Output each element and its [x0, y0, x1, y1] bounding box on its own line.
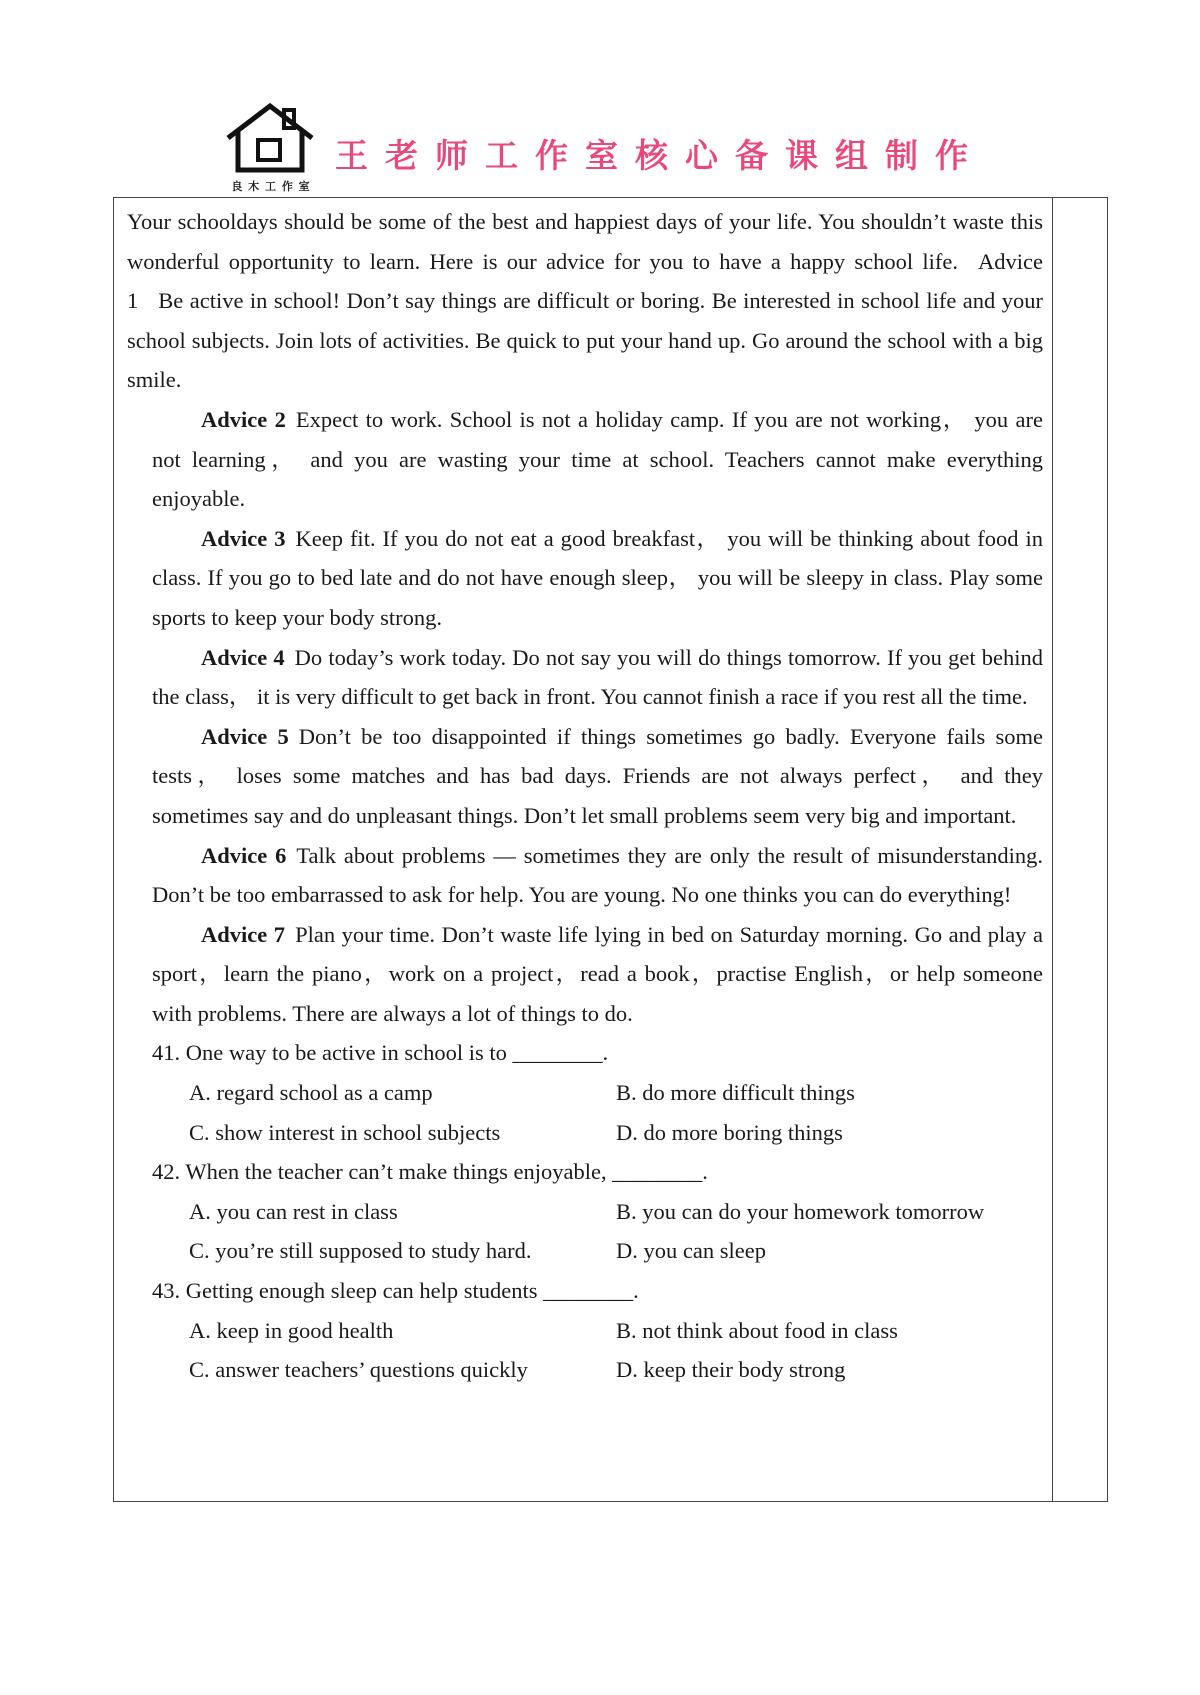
- studio-title: 王老师工作室核心备课组制作: [335, 136, 985, 175]
- question-stem: 43. Getting enough sleep can help students ________.: [152, 1278, 639, 1304]
- house-logo-icon: [220, 100, 320, 195]
- answer-option[interactable]: B. not think about food in class: [616, 1317, 898, 1343]
- answer-option[interactable]: D. do more boring things: [616, 1119, 843, 1145]
- answer-option[interactable]: D. keep their body strong: [616, 1357, 846, 1383]
- answer-option[interactable]: B. do more difficult things: [616, 1080, 855, 1106]
- advice-paragraph: [127, 519, 1043, 638]
- advice-text: Keep fit. If you do not eat a good breakfast， you will be thinking about food in class. If you go to bed late and do not have enough sleep， you will be sleepy in class. Play some sports to keep your body strong.: [152, 525, 1043, 630]
- advice-text: Don’t be too disappointed if things sometimes go badly. Everyone fails some tests， loses some matches and has bad days. Friends are not always perfect， and they sometimes say and do unpleasant things. Don’t let small problems seem very big and important.: [152, 723, 1043, 828]
- advice-paragraph: [127, 915, 1043, 1034]
- answer-option[interactable]: A. keep in good health: [189, 1317, 394, 1343]
- advice-title: Advice 2: [201, 406, 286, 432]
- intro-text: Your schooldays should be some of the best and happiest days of your life. You shouldn’t waste this wonderful opportunity to learn. Here is our advice for you to have a happy school life.: [127, 209, 1043, 274]
- intro-paragraph: [127, 202, 1043, 400]
- answer-option[interactable]: C. answer teachers’ questions quickly: [189, 1357, 528, 1383]
- advice-text: Plan your time. Don’t waste life lying in bed on Saturday morning. Go and play a sport，learn the piano，work on a project，read a book，practise English，or help someone with problems. There are always a lot of things to do.: [152, 921, 1043, 1026]
- advice-text: Talk about problems — sometimes they are only the result of misunderstanding. Don’t be too embarrassed to ask for help. You are young. No one thinks you can do everything!: [152, 842, 1043, 908]
- answer-option[interactable]: B. you can do your homework tomorrow: [616, 1198, 985, 1224]
- answer-option[interactable]: C. you’re still supposed to study hard.: [189, 1238, 532, 1264]
- answer-option[interactable]: A. regard school as a camp: [189, 1080, 433, 1106]
- advice-title: Advice 3: [201, 525, 286, 551]
- advice-text: Do today’s work today. Do not say you will do things tomorrow. If you get behind the class， it is very difficult to get back in front. You cannot finish a race if you rest all the time.: [152, 644, 1043, 710]
- answer-options: [127, 1073, 1043, 1152]
- answer-option[interactable]: A. you can rest in class: [189, 1198, 398, 1224]
- advice-1-text: Be active in school! Don’t say things are difficult or boring. Be interested in school life and your school subjects. Join lots of activities. Be quick to put your hand up. Go around the school with a big smile.: [127, 288, 1043, 393]
- answer-options: [127, 1192, 1043, 1271]
- advice-title: Advice 7: [201, 921, 286, 947]
- advice-title: Advice 5: [201, 723, 289, 749]
- question-stem: 42. When the teacher can’t make things enjoyable, ________.: [152, 1159, 708, 1185]
- advice-title: Advice 4: [201, 644, 285, 670]
- logo-caption: 良 木 工 作 室: [231, 180, 311, 193]
- advice-text: Expect to work. School is not a holiday camp. If you are not working， you are not learning， and you are wasting your time at school. Teachers cannot make everything enjoyable.: [152, 406, 1043, 512]
- advice-paragraph: [127, 400, 1043, 519]
- side-column-divider: [1052, 197, 1053, 1502]
- passage-content: [127, 202, 1043, 1390]
- advice-1-title: Advice 1: [127, 248, 1043, 314]
- answer-option[interactable]: D. you can sleep: [616, 1238, 766, 1264]
- advice-paragraph: [127, 717, 1043, 836]
- answer-option[interactable]: C. show interest in school subjects: [189, 1119, 501, 1145]
- page-header: [220, 100, 1000, 195]
- advice-paragraph: [127, 638, 1043, 717]
- advice-paragraph: [127, 836, 1043, 915]
- answer-options: [127, 1311, 1043, 1390]
- question-stem: 41. One way to be active in school is to ________.: [152, 1040, 609, 1066]
- advice-title: Advice 6: [201, 842, 287, 868]
